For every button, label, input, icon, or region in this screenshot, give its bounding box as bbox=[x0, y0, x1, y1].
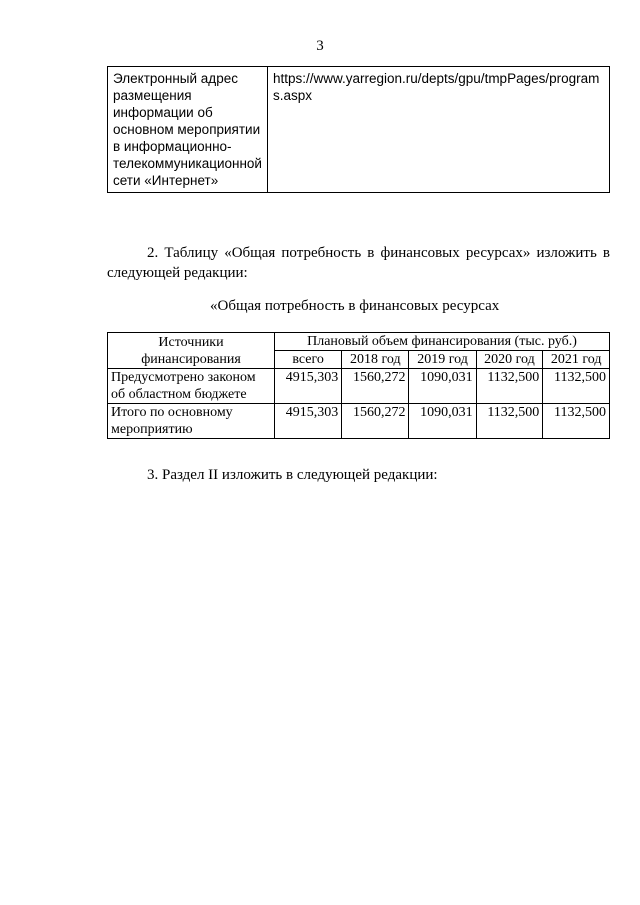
row-source: Предусмотрено законом об областном бюджете bbox=[108, 369, 275, 404]
col-header: 2019 год bbox=[409, 351, 476, 369]
col-header: 2018 год bbox=[342, 351, 409, 369]
header-source: Источники финансирования bbox=[108, 333, 275, 369]
table-caption: «Общая потребность в финансовых ресурсах bbox=[210, 298, 500, 314]
cell-value: 1560,272 bbox=[342, 404, 409, 439]
col-header: 2020 год bbox=[476, 351, 543, 369]
info-table bbox=[107, 66, 610, 193]
col-header: всего bbox=[275, 351, 342, 369]
finance-table bbox=[107, 332, 610, 439]
table-row bbox=[108, 67, 610, 193]
header-plan: Плановый объем финансирования (тыс. руб.) bbox=[275, 333, 610, 351]
cell-value: 1560,272 bbox=[342, 369, 409, 404]
col-header: 2021 год bbox=[543, 351, 610, 369]
cell-value: 4915,303 bbox=[275, 369, 342, 404]
table-row bbox=[108, 369, 610, 404]
paragraph-2-text: 2. Таблицу «Общая потребность в финансовых ресурсах» изложить в следующей редакции: bbox=[107, 245, 610, 281]
cell-value: 1090,031 bbox=[409, 369, 476, 404]
row-source: Итого по основному мероприятию bbox=[108, 404, 275, 439]
info-label: Электронный адрес размещения информации об основном мероприятии в информационно-телекоммуникационной сети «Интернет» bbox=[108, 67, 268, 193]
paragraph-3-text: 3. Раздел II изложить в следующей редакции: bbox=[147, 467, 438, 483]
cell-value: 4915,303 bbox=[275, 404, 342, 439]
cell-value: 1132,500 bbox=[543, 369, 610, 404]
table-row bbox=[108, 404, 610, 439]
table-header-row bbox=[108, 333, 610, 351]
paragraph-2 bbox=[107, 243, 610, 283]
paragraph-3 bbox=[107, 465, 610, 485]
cell-value: 1090,031 bbox=[409, 404, 476, 439]
cell-value: 1132,500 bbox=[476, 369, 543, 404]
page-number: 3 bbox=[316, 38, 324, 54]
info-url: https://www.yarregion.ru/depts/gpu/tmpPages/programs.aspx bbox=[267, 67, 609, 193]
cell-value: 1132,500 bbox=[476, 404, 543, 439]
cell-value: 1132,500 bbox=[543, 404, 610, 439]
